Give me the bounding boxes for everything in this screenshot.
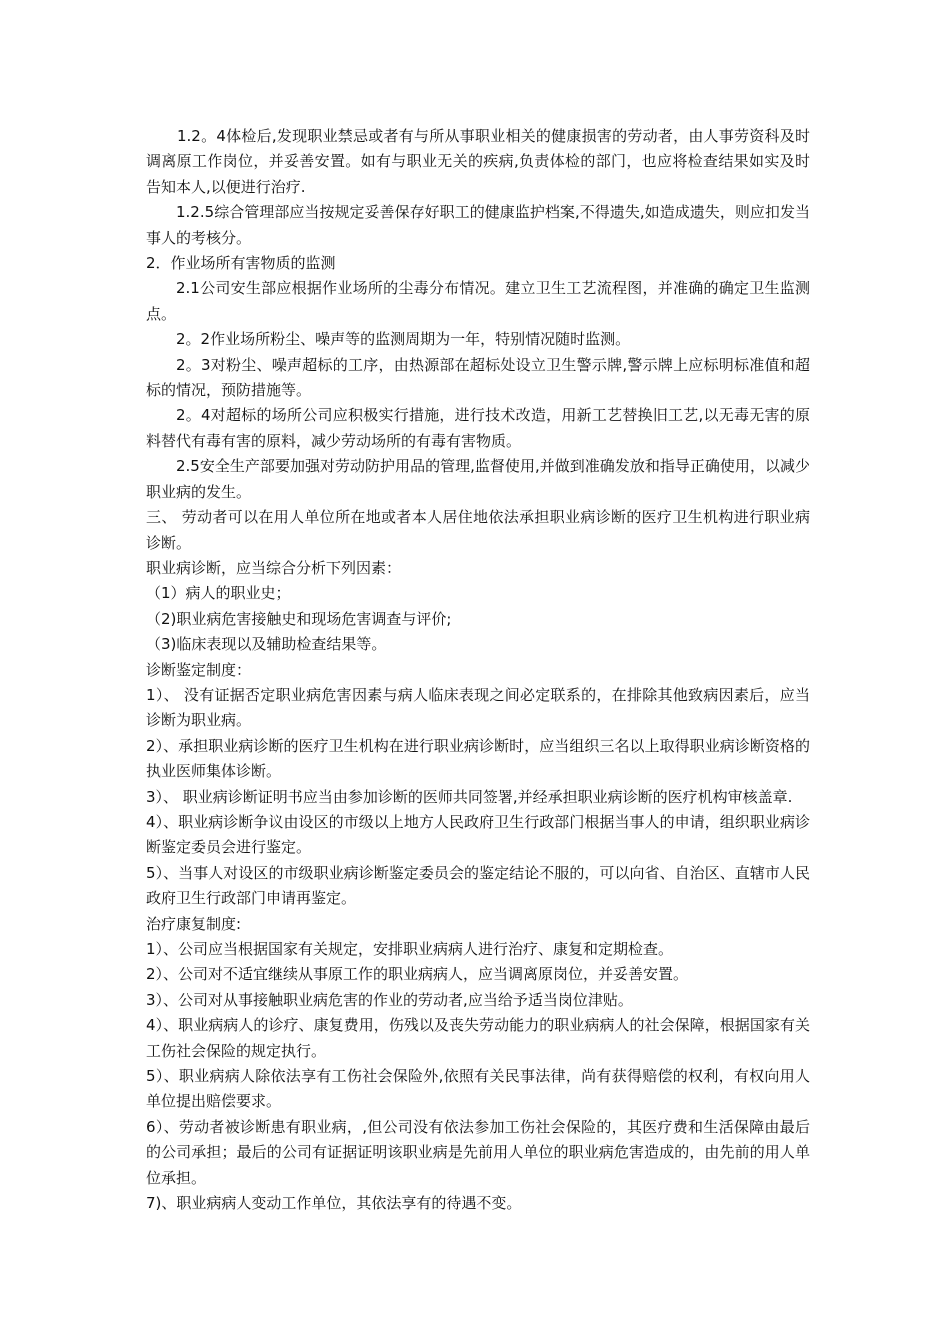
paragraph-2-5: 2.5安全生产部要加强对劳动防护用品的管理,监督使用,并做到准确发放和指导正确使用，以减少职业病的发生。 (146, 457, 810, 501)
paragraph-2-4: 2。4对超标的场所公司应积极实行措施，进行技术改造，用新工艺替换旧工艺,以无毒无害的原料替代有毒有害的原料，减少劳动场所的有毒有害物质。 (146, 406, 810, 450)
factor-item-2: （2)职业病危害接触史和现场危害调查与评价; (146, 609, 452, 628)
treatment-item-3: 3）、公司对从事接触职业病危害的作业的劳动者,应当给予适当岗位津贴。 (146, 990, 633, 1009)
paragraph-1-2-4: 1.2。4体检后,发现职业禁忌或者有与所从事职业相关的健康损害的劳动者，由人事劳资科及时调离原工作岗位，并妥善安置。如有与职业无关的疾病,负责体检的部门，也应将检查结果如实及时告知本人,以便进行治疗. (146, 127, 810, 196)
treatment-item-1: 1）、公司应当根据国家有关规定，安排职业病病人进行治疗、康复和定期检查。 (146, 940, 674, 958)
document-body (146, 124, 810, 1216)
treatment-system-heading: 治疗康复制度: (146, 914, 242, 933)
diagnosis-item-2: 2）、承担职业病诊断的医疗卫生机构在进行职业病诊断时，应当组织三名以上取得职业病诊断资格的执业医师集体诊断。 (146, 736, 810, 781)
paragraph-1-2-5: 1.2.5综合管理部应当按规定妥善保存好职工的健康监护档案,不得遗失,如造成遗失，则应扣发当事人的考核分。 (146, 203, 810, 247)
paragraph-2-2: 2。2作业场所粉尘、噪声等的监测周期为一年，特别情况随时监测。 (176, 330, 631, 349)
treatment-item-2: 2）、公司对不适宜继续从事原工作的职业病病人，应当调离原岗位，并妥善安置。 (146, 965, 689, 984)
diagnosis-item-5: 5）、当事人对设区的市级职业病诊断鉴定委员会的鉴定结论不服的，可以向省、自治区、直辖市人民政府卫生行政部门申请再鉴定。 (146, 863, 810, 908)
treatment-item-4: 4）、职业病病人的诊疗、康复费用，伤残以及丧失劳动能力的职业病病人的社会保障，根据国家有关工伤社会保险的规定执行。 (146, 1016, 810, 1060)
diagnosis-factors-intro: 职业病诊断，应当综合分析下列因素： (146, 558, 402, 577)
factor-item-3: （3)临床表现以及辅助检查结果等。 (146, 635, 387, 654)
section-heading-2: 2．作业场所有害物质的监测 (146, 254, 336, 273)
factor-item-1: （1）病人的职业史； (146, 584, 291, 603)
treatment-item-5: 5）、职业病病人除依法享有工伤社会保险外,依照有关民事法律，尚有获得赔偿的权利，有权向用人单位提出赔偿要求。 (146, 1067, 810, 1111)
diagnosis-item-4: 4）、职业病诊断争议由设区的市级以上地方人民政府卫生行政部门根据当事人的申请，组织职业病诊断鉴定委员会进行鉴定。 (146, 812, 810, 857)
section-three: 三、 劳动者可以在用人单位所在地或者本人居住地依法承担职业病诊断的医疗卫生机构进行职业病诊断。 (146, 508, 810, 552)
diagnosis-item-3: 3）、 职业病诊断证明书应当由参加诊断的医师共同签署,并经承担职业病诊断的医疗机构审核盖章. (146, 787, 793, 806)
paragraph-2-3: 2。3对粉尘、噪声超标的工序，由热源部在超标处设立卫生警示牌,警示牌上应标明标准值和超标的情况，预防措施等。 (146, 355, 810, 400)
diagnosis-item-1: 1）、 没有证据否定职业病危害因素与病人临床表现之间必定联系的，在排除其他致病因素后，应当诊断为职业病。 (146, 685, 810, 730)
treatment-item-6: 6）、劳动者被诊断患有职业病，,但公司没有依法参加工伤社会保险的，其医疗费和生活保障由最后的公司承担；最后的公司有证据证明该职业病是先前用人单位的职业病危害造成的，由先前的用人单位承担。 (146, 1117, 810, 1187)
diagnosis-system-heading: 诊断鉴定制度： (146, 660, 252, 679)
paragraph-2-1: 2.1公司安生部应根据作业场所的尘毒分布情况。建立卫生工艺流程图，并准确的确定卫生监测点。 (146, 279, 810, 323)
treatment-item-7: 7)、职业病病人变动工作单位，其依法享有的待遇不变。 (146, 1194, 522, 1213)
